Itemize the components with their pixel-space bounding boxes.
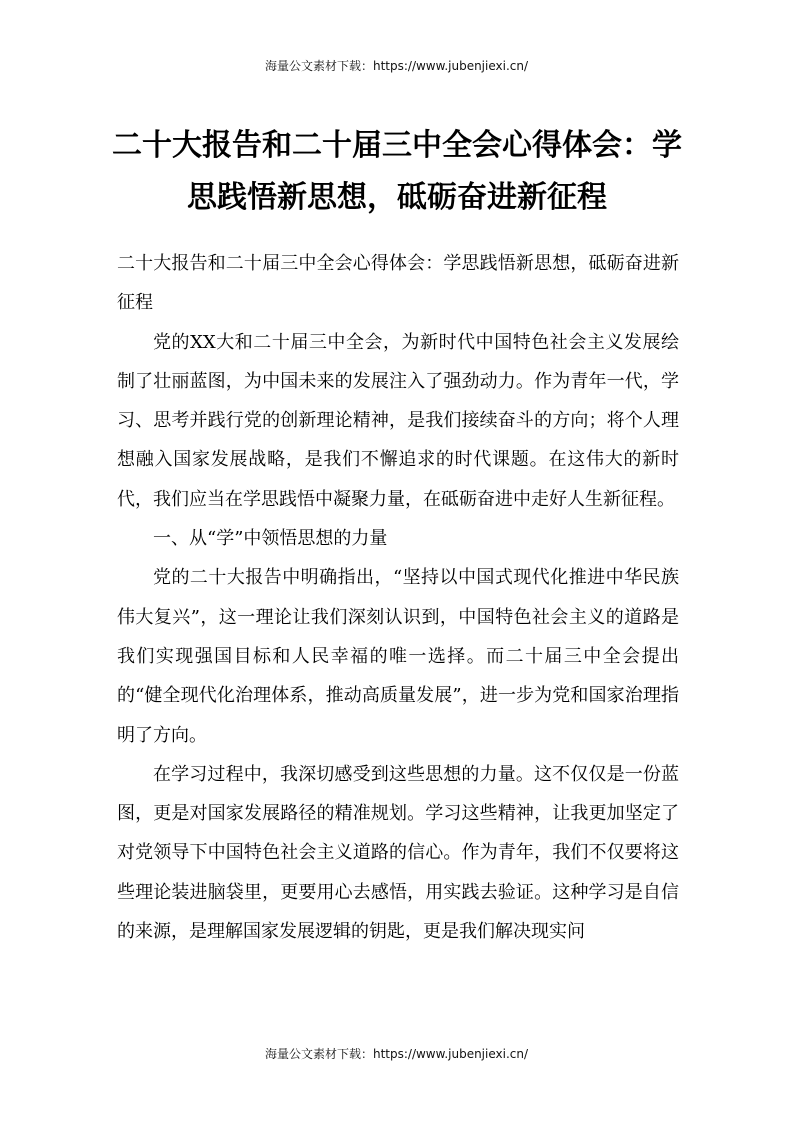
page-footer: 海量公文素材下载：https://www.jubenjiexi.cn/ — [264, 1047, 529, 1061]
paragraph-section-1-continued: 在学习过程中，我深切感受到这些思想的力量。这不仅仅是一份蓝图，更是对国家发展路径的精准规划。学习这些精神，让我更加坚定了对党领导下中国特色社会主义道路的信心。作为青年，我们不仅要将这些理论装进脑袋里，更要用心去感悟，用实践去验证。这种学习是自信的来源，是理解国家发展逻辑的钥匙，更是我们解决现实问 — [117, 763, 679, 943]
document-title: 二十大报告和二十届三中全会心得体会：学思践悟新思想，砥砺奋进新征程 — [112, 128, 682, 215]
paragraph-intro: 党的XX大和二十届三中全会，为新时代中国特色社会主义发展绘制了壮丽蓝图，为中国未来的发展注入了强劲动力。作为青年一代，学习、思考并践行党的创新理论精神，是我们接续奋斗的方向；将个人理想融入国家发展战略，是我们不懈追求的时代课题。在这伟大的新时代，我们应当在学思践悟中凝聚力量，在砥砺奋进中走好人生新征程。 — [117, 331, 679, 510]
document-body — [117, 244, 679, 951]
page-header: 海量公文素材下载：https://www.jubenjiexi.cn/ — [264, 59, 529, 73]
section-heading-1: 一、从“学”中领悟思想的力量 — [153, 528, 388, 550]
paragraph-section-1: 党的二十大报告中明确指出，“坚持以中国式现代化推进中华民族伟大复兴”，这一理论让我们深刻认识到，中国特色社会主义的道路是我们实现强国目标和人民幸福的唯一选择。而二十届三中全会提出的“健全现代化治理体系，推动高质量发展”，进一步为党和国家治理指明了方向。 — [117, 567, 679, 746]
paragraph-subtitle: 二十大报告和二十届三中全会心得体会：学思践悟新思想，砥砺奋进新征程 — [117, 253, 679, 314]
